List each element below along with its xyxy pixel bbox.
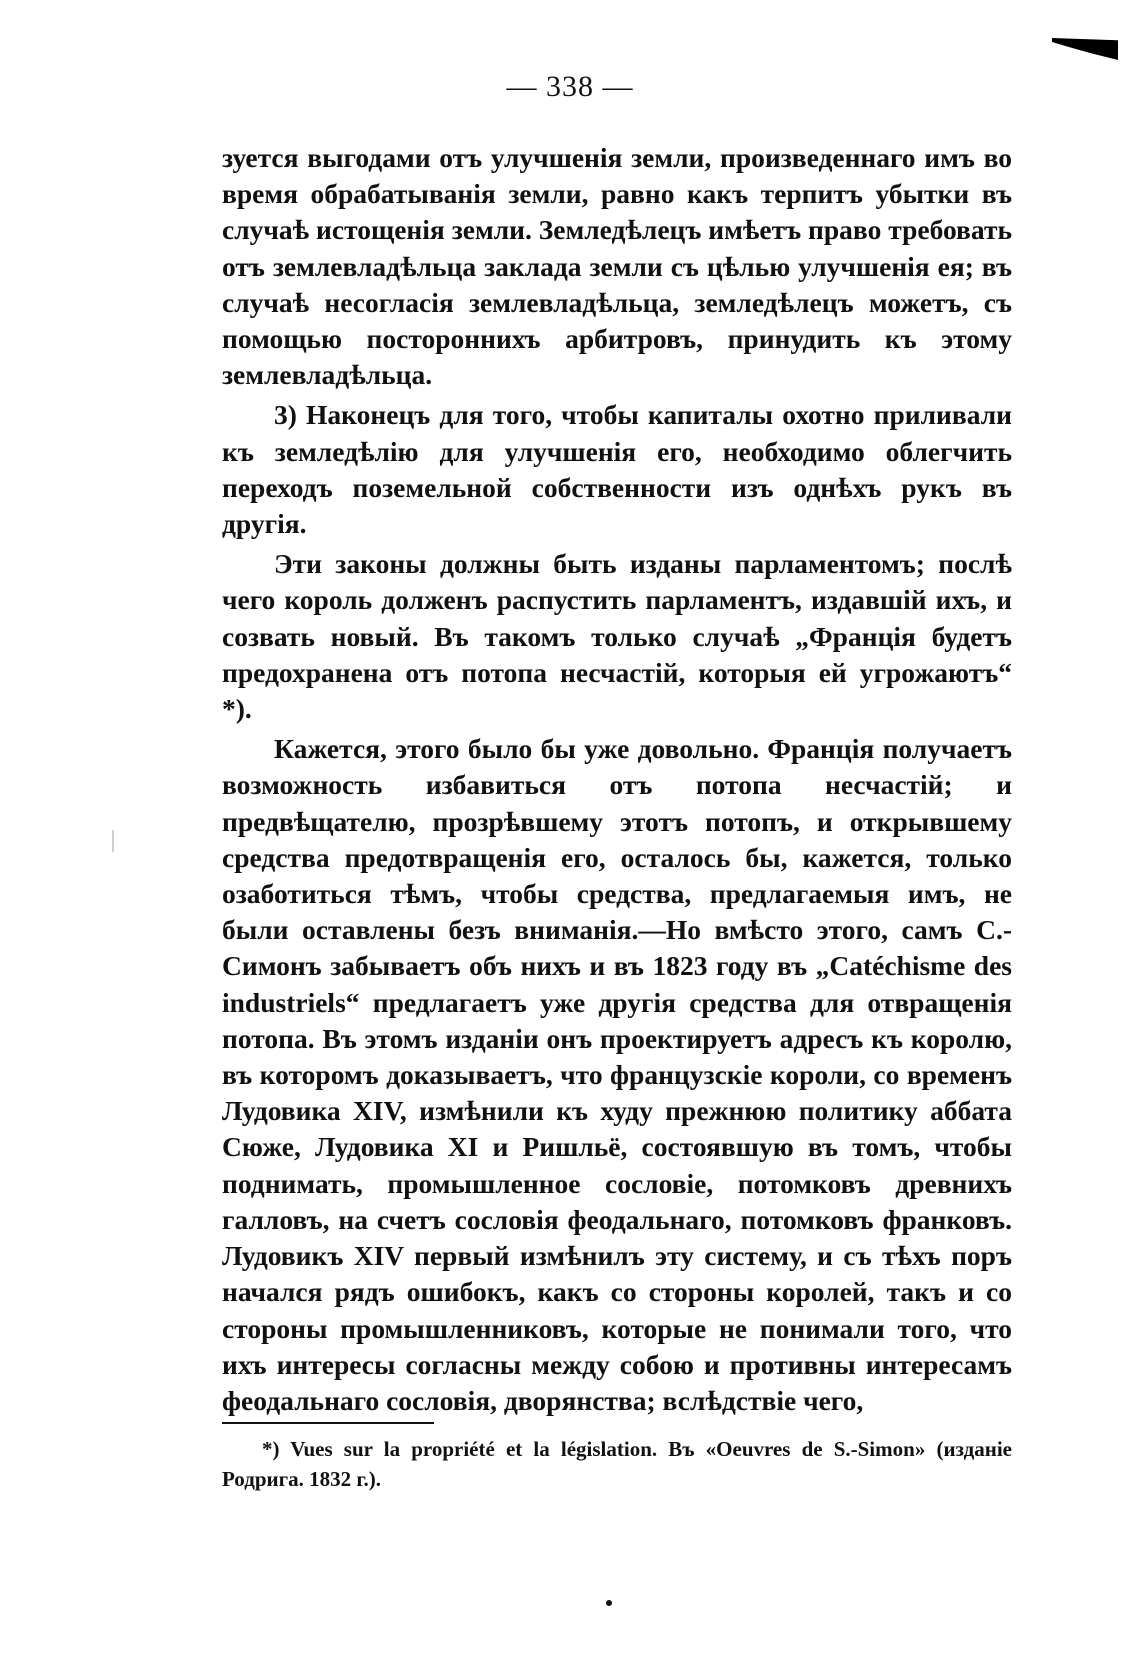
page-number: — 338 — — [506, 70, 634, 103]
body-text — [222, 140, 1012, 1423]
scan-dot — [606, 1600, 612, 1606]
footnote-divider — [222, 1422, 434, 1424]
paragraph-laws: Эти законы должны быть изданы парламентомъ; послѣ чего король долженъ распустить парламентъ, издавшій ихъ, и созвать новый. Въ такомъ только случаѣ „Франція будетъ предохранена отъ потопа несчастій, которыя ей угрожаютъ“ *). — [222, 548, 1012, 725]
footnote: *) Vues sur la propriété et la législation. Въ «Oeuvres de S.-Simon» (изданіе Родрига. 1832 г.). — [222, 1437, 1012, 1491]
scan-speck — [112, 830, 114, 852]
paragraph-point-3: 3) Наконецъ для того, чтобы капиталы охотно приливали къ земледѣлію для улучшенія его, необходимо облегчить переходъ поземельной собственности изъ однѣхъ рукъ въ другія. — [222, 399, 1012, 540]
paragraph-catechisme: Кажется, этого было бы уже довольно. Франція получаетъ возможность избавиться отъ потопа несчастій; и предвѣщателю, прозрѣвшему этотъ потопъ, и открывшему средства предотвращенія его, осталось бы, кажется, только озаботиться тѣмъ, чтобы средства, предлагаемыя имъ, не были оставлены безъ вниманія.—Но вмѣсто этого, самъ С.-Симонъ забываетъ объ нихъ и въ 1823 году въ „Catéchisme des industriels“ предлагаетъ уже другія средства для отвращенія потопа. Въ этомъ изданіи онъ проектируетъ адресъ къ королю, въ которомъ доказываетъ, что французскіе короли, со временъ Лудовика XIV, измѣнили къ худу прежнюю политику аббата Сюже, Лудовика XI и Ришльё, состоявшую въ томъ, чтобы поднимать, промышленное сословіе, потомковъ древнихъ галловъ, на счетъ сословія феодальнаго, потомковъ франковъ. Лудовикъ XIV первый измѣнилъ эту систему, и съ тѣхъ поръ начался рядъ ошибокъ, какъ со стороны королей, такъ и со стороны промышленниковъ, которые не понимали того, что ихъ интересы согласны между собою и противны интересамъ феодальнаго сословія, дворянства; вслѣдствіе чего, — [222, 733, 1012, 1416]
scan-corner-mark — [1052, 38, 1118, 60]
paragraph-continuation: зуется выгодами отъ улучшенія земли, произведеннаго имъ во время обрабатыванія земли, равно какъ терпитъ убытки въ случаѣ истощенія земли. Земледѣлецъ имѣетъ право требовать отъ землевладѣльца заклада земли съ цѣлью улучшенія ея; въ случаѣ несогласія землевладѣльца, земледѣлецъ можетъ, съ помощью постороннихъ арбитровъ, принудить къ этому землевладѣльца. — [222, 142, 1012, 391]
